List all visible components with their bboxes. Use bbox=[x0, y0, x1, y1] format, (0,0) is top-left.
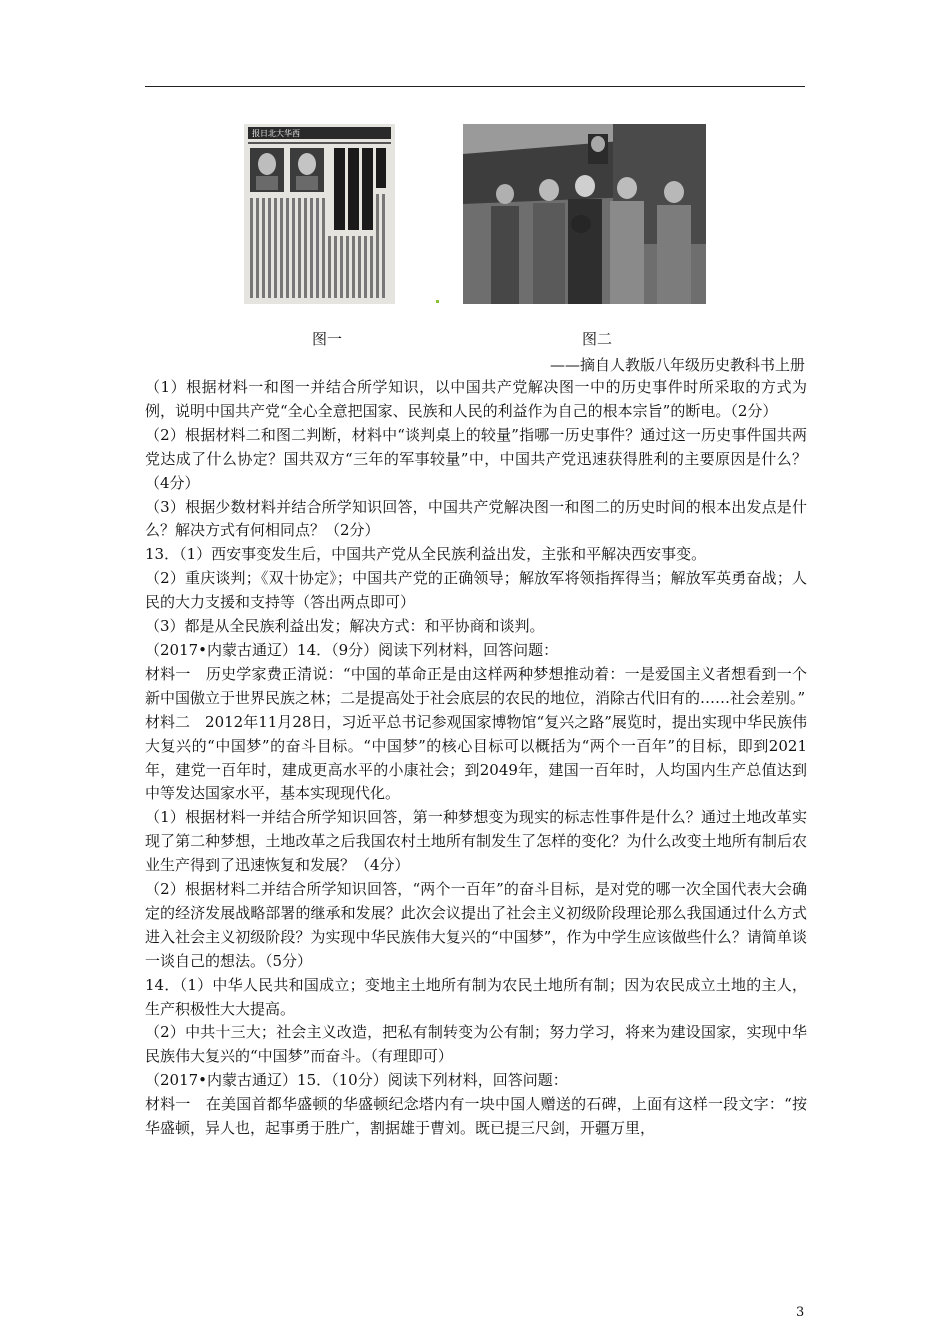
newspaper-illustration bbox=[244, 124, 395, 304]
header-rule bbox=[145, 86, 805, 87]
newspaper-photo bbox=[244, 124, 395, 304]
paragraph: （1）根据材料一和图一并结合所学知识，以中国共产党解决图一中的历史事件时所采取的方式为例，说明中国共产党“全心全意把国家、民族和人民的利益作为自己的根本宗旨”的断电。（2分） bbox=[145, 378, 807, 420]
marker-dot bbox=[436, 300, 439, 303]
figure2-caption: 图二 bbox=[582, 330, 613, 348]
paragraph: 13．（1）西安事变发生后，中国共产党从全民族利益出发，主张和平解决西安事变。 bbox=[145, 545, 707, 564]
document-body bbox=[145, 376, 807, 1141]
newspaper-masthead: 报日北大华西 bbox=[252, 129, 300, 138]
paragraph: （3）都是从全民族利益出发；解决方式：和平协商和谈判。 bbox=[145, 617, 545, 636]
paragraph: （2）重庆谈判；《双十协定》；中国共产党的正确领导；解放军将领指挥得当；解放军英勇奋战；人民的大力支援和支持等（答出两点即可） bbox=[145, 569, 807, 612]
paragraph: （3）根据少数材料并结合所学知识回答，中国共产党解决图一和图二的历史时间的根本出发点是什么？解决方式有何相同点？（2分） bbox=[145, 497, 807, 540]
paragraph: 材料二 2012年11月28日，习近平总书记参观国家博物馆“复兴之路”展览时，提出实现中华民族伟大复兴的“中国梦”的奋斗目标。“中国梦”的核心目标可以概括为“两个一百年”的目标，即到2021年，建党一百年时，建成更高水平的小康社会；到2049年，建国一百年时，人均国内生产总值达到中等发达国家水平，基本实现现代化。 bbox=[145, 712, 807, 803]
paragraph: 材料一 在美国首都华盛顿的华盛顿纪念塔内有一块中国人赠送的石碑，上面有这样一段文字：“按华盛顿，异人也，起事勇于胜广，割据雄于曹刘。既已提三尺剑，开疆万里， bbox=[145, 1095, 807, 1138]
paragraph: 14．（1）中华人民共和国成立；变地主土地所有制为农民土地所有制；因为农民成立土地的主人，生产积极性大大提高。 bbox=[145, 975, 807, 1018]
figure-source: ——摘自人教版八年级历史教科书上册 bbox=[549, 356, 805, 374]
paragraph: （2）中共十三大；社会主义改造，把私有制转变为公有制；努力学习，将来为建设国家，实现中华民族伟大复兴的“中国梦”而奋斗。（有理即可） bbox=[145, 1023, 807, 1066]
photo-illustration bbox=[463, 124, 706, 304]
paragraph: （2）根据材料二并结合所学知识回答，“两个一百年”的奋斗目标，是对党的哪一次全国代表大会确定的经济发展战略部署的继承和发展？此次会议提出了社会主义初级阶段理论那么我国通过什么方式进入社会主义初级阶段？为实现中华民族伟大复兴的“中国梦”，作为中学生应该做些什么？请简单谈一谈自己的想法。（5分） bbox=[145, 880, 807, 970]
paragraph: （2）根据材料二和图二判断，材料中“谈判桌上的较量”指哪一历史事件？通过这一历史事件国共两党达成了什么协定？国共双方“三年的军事较量”中，中国共产党迅速获得胜利的主要原因是什么？（4分） bbox=[145, 425, 807, 492]
page-number: 3 bbox=[796, 1305, 805, 1320]
airplane-group-photo bbox=[463, 124, 706, 304]
paragraph: 材料一 历史学家费正清说：“中国的革命正是由这样两种梦想推动着：一是爱国主义者想看到一个新中国傲立于世界民族之林；二是提高处于社会底层的农民的地位，消除古代旧有的……社会差别。” bbox=[145, 664, 807, 707]
paragraph: （2017•内蒙古通辽）14．（9分）阅读下列材料，回答问题： bbox=[145, 640, 559, 659]
figure1-caption: 图一 bbox=[312, 330, 343, 348]
paragraph: （2017•内蒙古通辽）15．（10分）阅读下列材料，回答问题： bbox=[145, 1071, 568, 1090]
paragraph: （1）根据材料一并结合所学知识回答，第一种梦想变为现实的标志性事件是什么？通过土地改革实现了第二种梦想，土地改革之后我国农村土地所有制发生了怎样的变化？为什么改变土地所有制后农业生产得到了迅速恢复和发展？（4分） bbox=[145, 808, 807, 875]
